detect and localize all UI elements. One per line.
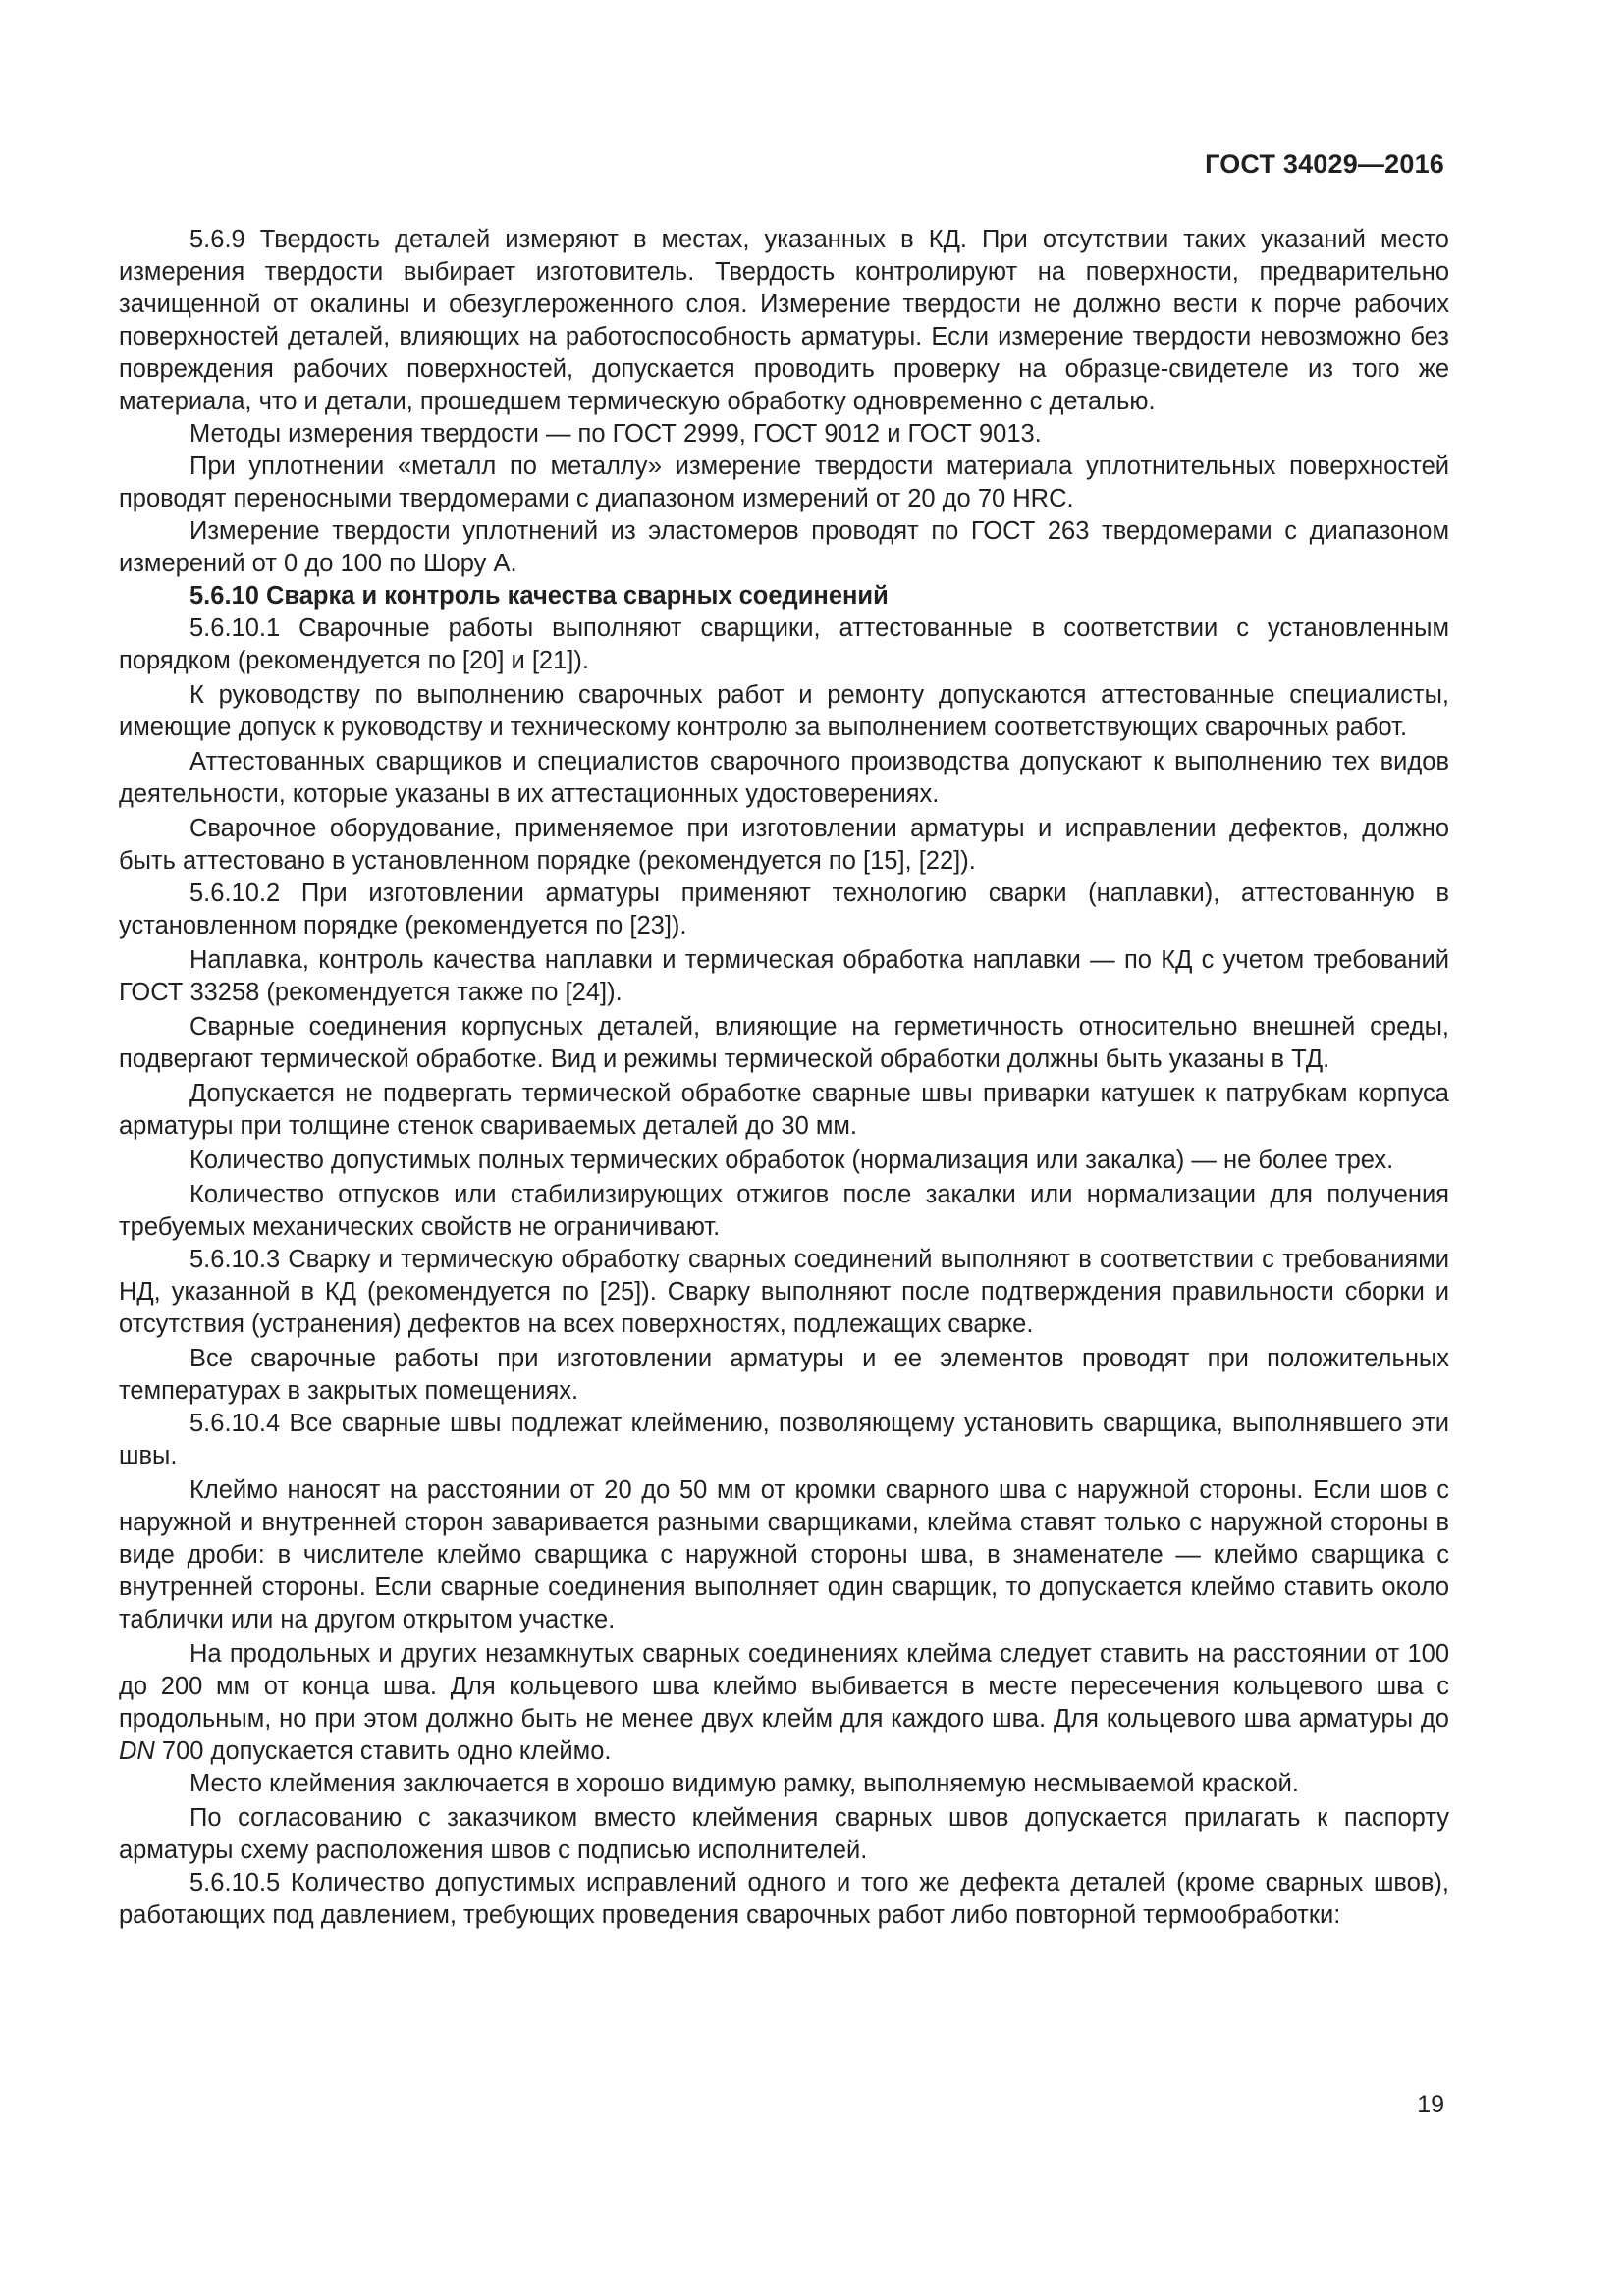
paragraph-text: 700 допускается ставить одно клеймо. [154, 1737, 612, 1765]
paragraph: 5.6.10.1 Сварочные работы выполняют сварщики, аттестованные в соответствии с установленным порядком (рекомендуется по [20] и [21]). [119, 614, 1449, 674]
paragraph: Все сварочные работы при изготовлении арматуры и ее элементов проводят при положительных температурах в закрытых помещениях. [119, 1345, 1449, 1405]
paragraph: 5.6.9 Твердость деталей измеряют в местах, указанных в КД. При отсутствии таких указаний место измерения твердости выбирает изготовитель. Твердость контролируют на поверхности, предварительно зачищенной от окалины и обезуглероженного слоя. Измерение твердости не должно вести к порче рабочих поверхностей деталей, влияющих на работоспособность арматуры. Если измерение твердости невозможно без повреждения рабочих поверхностей, допускается проводить проверку на образце-свидетеле из того же материала, что и детали, прошедшем термическую обработку одновременно с деталью. [119, 226, 1449, 415]
paragraph: Наплавка, контроль качества наплавки и термическая обработка наплавки — по КД с учетом требований ГОСТ 33258 (рекомендуется также по [24]). [119, 946, 1449, 1006]
paragraph: Методы измерения твердости — по ГОСТ 2999, ГОСТ 9012 и ГОСТ 9013. [189, 420, 1042, 448]
paragraph: Допускается не подвергать термической обработке сварные швы приварки катушек к патрубкам корпуса арматуры при толщине стенок свариваемых деталей до 30 мм. [119, 1080, 1449, 1140]
paragraph: 5.6.10.2 При изготовлении арматуры применяют технологию сварки (наплавки), аттестованную в установленном порядке (рекомендуется по [23]). [119, 880, 1449, 939]
paragraph: 5.6.10.3 Сварку и термическую обработку сварных соединений выполняют в соответствии с требованиями НД, указанной в КД (рекомендуется по [25]). Сварку выполняют после подтверждения правильности сборки и отсутствия (устранения) дефектов на всех поверхностях, подлежащих сварке. [119, 1246, 1449, 1338]
paragraph: По согласованию с заказчиком вместо клеймения сварных швов допускается прилагать к паспорту арматуры схему расположения швов с подписью исполнителей. [119, 1804, 1449, 1864]
page-number: 19 [1417, 2091, 1444, 2118]
paragraph: Место клеймения заключается в хорошо видимую рамку, выполняемую несмываемой краской. [189, 1770, 1299, 1797]
paragraph: Измерение твердости уплотнений из эластомеров проводят по ГОСТ 263 твердомерами с диапазоном измерений от 0 до 100 по Шору А. [119, 517, 1449, 577]
paragraph: К руководству по выполнению сварочных работ и ремонту допускаются аттестованные специалисты, имеющие допуск к руководству и техническому контролю за выполнением соответствующих сварочных работ. [119, 681, 1449, 741]
paragraph: Сварные соединения корпусных деталей, влияющие на герметичность относительно внешней среды, подвергают термической обработке. Вид и режимы термической обработки должны быть указаны в ТД. [119, 1013, 1449, 1073]
paragraph: 5.6.10.4 Все сварные швы подлежат клеймению, позволяющему установить сварщика, выполнявшего эти швы. [119, 1410, 1449, 1469]
paragraph [119, 1638, 1449, 1768]
standard-code: ГОСТ 34029—2016 [1205, 149, 1444, 179]
nominal-diameter-symbol: DN [119, 1737, 155, 1765]
paragraph: Количество отпусков или стабилизирующих отжигов после закалки или нормализации для получения требуемых механических свойств не ограничивают. [119, 1181, 1449, 1241]
paragraph: 5.6.10.5 Количество допустимых исправлений одного и того же дефекта деталей (кроме сварных швов), работающих под давлением, требующих проведения сварочных работ либо повторной термообработки: [119, 1869, 1449, 1929]
paragraph-text: На продольных и других незамкнутых сварных соединениях клейма следует ставить на расстоянии от 100 до 200 мм от конца шва. Для кольцевого шва клеймо выбивается в месте пересечения кольцевого шва с продольным, но при этом должно быть не менее двух клейм для каждого шва. Для кольцевого шва арматуры до [119, 1640, 1449, 1733]
paragraph: Количество допустимых полных термических обработок (нормализация или закалка) — не более трех. [189, 1147, 1394, 1174]
paragraph: Клеймо наносят на расстоянии от 20 до 50 мм от кромки сварного шва с наружной стороны. Если шов с наружной и внутренней сторон заваривается разными сварщиками, клейма ставят только с наружной стороны в виде дроби: в числителе клеймо сварщика с наружной стороны шва, в знаменателе — клеймо сварщика с внутренней стороны. Если сварные соединения выполняет один сварщик, то допускается клеймо ставить около таблички или на другом открытом участке. [119, 1476, 1449, 1633]
paragraph: Сварочное оборудование, применяемое при изготовлении арматуры и исправлении дефектов, должно быть аттестовано в установленном порядке (рекомендуется по [15], [22]). [119, 815, 1449, 875]
paragraph: При уплотнении «металл по металлу» измерение твердости материала уплотнительных поверхностей проводят переносными твердомерами с диапазоном измерений от 20 до 70 HRC. [119, 453, 1449, 512]
document-body [119, 224, 1449, 1932]
paragraph: Аттестованных сварщиков и специалистов сварочного производства допускают к выполнению тех видов деятельности, которые указаны в их аттестационных удостоверениях. [119, 748, 1449, 808]
section-heading: 5.6.10 Сварка и контроль качества сварных соединений [189, 582, 889, 610]
